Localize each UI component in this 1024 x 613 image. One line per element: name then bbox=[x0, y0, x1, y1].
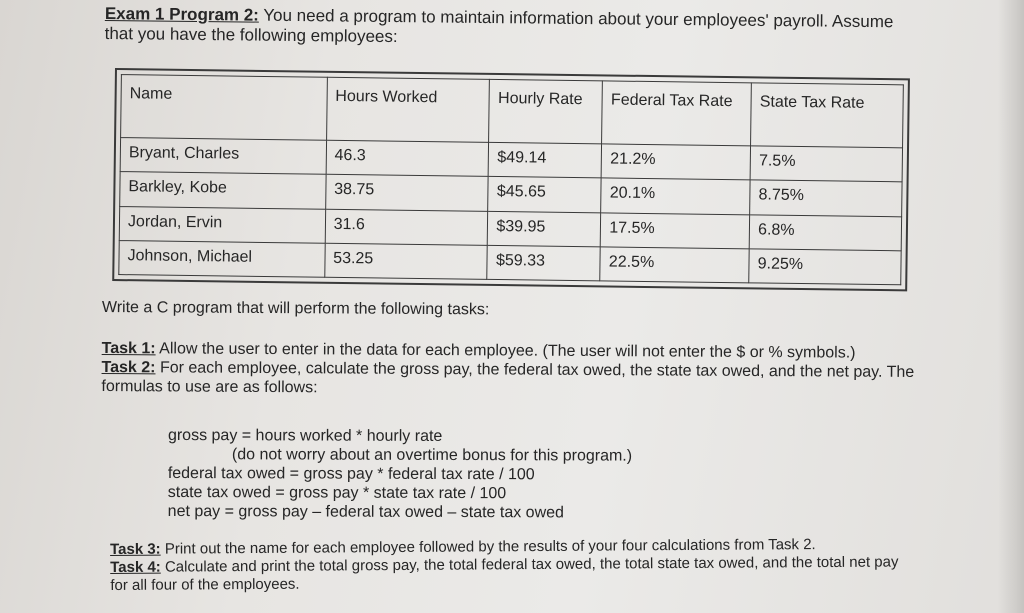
header-text-1: You need a program to maintain information about your employees' payroll. Assume bbox=[258, 5, 894, 32]
header-hours-worked: Hours Worked bbox=[326, 77, 490, 142]
cell-hours: 53.25 bbox=[324, 243, 487, 279]
task-1-label: Task 1: bbox=[101, 339, 156, 358]
task-2-text: For each employee, calculate the gross pay, the federal tax owed, the state tax owed, and the net pay. The formulas to use are as follows: bbox=[101, 359, 915, 397]
formula-note: (do not worry about an overtime bonus for this program.) bbox=[231, 446, 633, 465]
header-state-tax-rate: State Tax Rate bbox=[751, 83, 904, 148]
task-2 bbox=[101, 358, 921, 401]
tasks-bottom-block bbox=[110, 535, 910, 595]
page-edge-shadow bbox=[998, 0, 1024, 613]
header-name: Name bbox=[121, 75, 328, 141]
cell-state: 8.75% bbox=[750, 180, 902, 216]
task-4-label: Task 4: bbox=[110, 558, 161, 576]
task-1-text: Allow the user to enter in the data for each employee. (The user will not enter the $ or % symbols.) bbox=[155, 340, 856, 362]
cell-federal: 21.2% bbox=[601, 144, 750, 180]
cell-state: 6.8% bbox=[749, 214, 901, 250]
cell-federal: 20.1% bbox=[601, 178, 750, 214]
cell-state: 9.25% bbox=[749, 249, 901, 285]
task-3-text: Print out the name for each employee followed by the results of your four calculations from Task 2. bbox=[160, 536, 816, 558]
task-4 bbox=[110, 553, 910, 595]
assignment-header bbox=[105, 4, 915, 52]
formulas-block bbox=[168, 426, 728, 523]
intro-text: Write a C program that will perform the following tasks: bbox=[101, 298, 490, 319]
cell-rate: $45.65 bbox=[488, 177, 601, 213]
cell-rate: $39.95 bbox=[488, 211, 601, 247]
table-header-row bbox=[121, 75, 904, 148]
formula-federal-tax: federal tax owed = gross pay * federal tax rate / 100 bbox=[167, 464, 535, 484]
cell-name: Johnson, Michael bbox=[119, 240, 325, 277]
cell-name: Bryant, Charles bbox=[120, 138, 326, 175]
formula-gross-pay: gross pay = hours worked * hourly rate bbox=[167, 427, 443, 445]
cell-hours: 46.3 bbox=[326, 140, 489, 176]
employee-table bbox=[118, 74, 904, 285]
cell-rate: $49.14 bbox=[489, 142, 602, 178]
exam-label: Exam 1 Program 2: bbox=[104, 4, 260, 25]
cell-state: 7.5% bbox=[750, 146, 902, 182]
header-federal-tax-rate: Federal Tax Rate bbox=[602, 81, 752, 146]
header-hourly-rate: Hourly Rate bbox=[489, 79, 603, 143]
cell-name: Barkley, Kobe bbox=[120, 172, 326, 209]
task-2-label: Task 2: bbox=[101, 358, 156, 377]
cell-hours: 31.6 bbox=[325, 209, 488, 245]
formula-net-pay: net pay = gross pay – federal tax owed – state tax owed bbox=[167, 502, 564, 522]
employee-table-frame bbox=[112, 68, 910, 291]
cell-rate: $59.33 bbox=[487, 245, 600, 281]
header-line-2: that you have the following employees: bbox=[104, 23, 398, 47]
cell-name: Jordan, Ervin bbox=[119, 206, 325, 243]
task-4-text: Calculate and print the total gross pay, the total federal tax owed, the total state tax owed, and the total net pay for all four of the employees. bbox=[110, 553, 899, 594]
instructions-block bbox=[101, 298, 922, 401]
cell-federal: 17.5% bbox=[601, 212, 750, 248]
formula-state-tax: state tax owed = gross pay * state tax rate / 100 bbox=[167, 483, 507, 503]
cell-federal: 22.5% bbox=[600, 247, 749, 283]
task-3-label: Task 3: bbox=[110, 540, 161, 558]
cell-hours: 38.75 bbox=[325, 175, 488, 211]
